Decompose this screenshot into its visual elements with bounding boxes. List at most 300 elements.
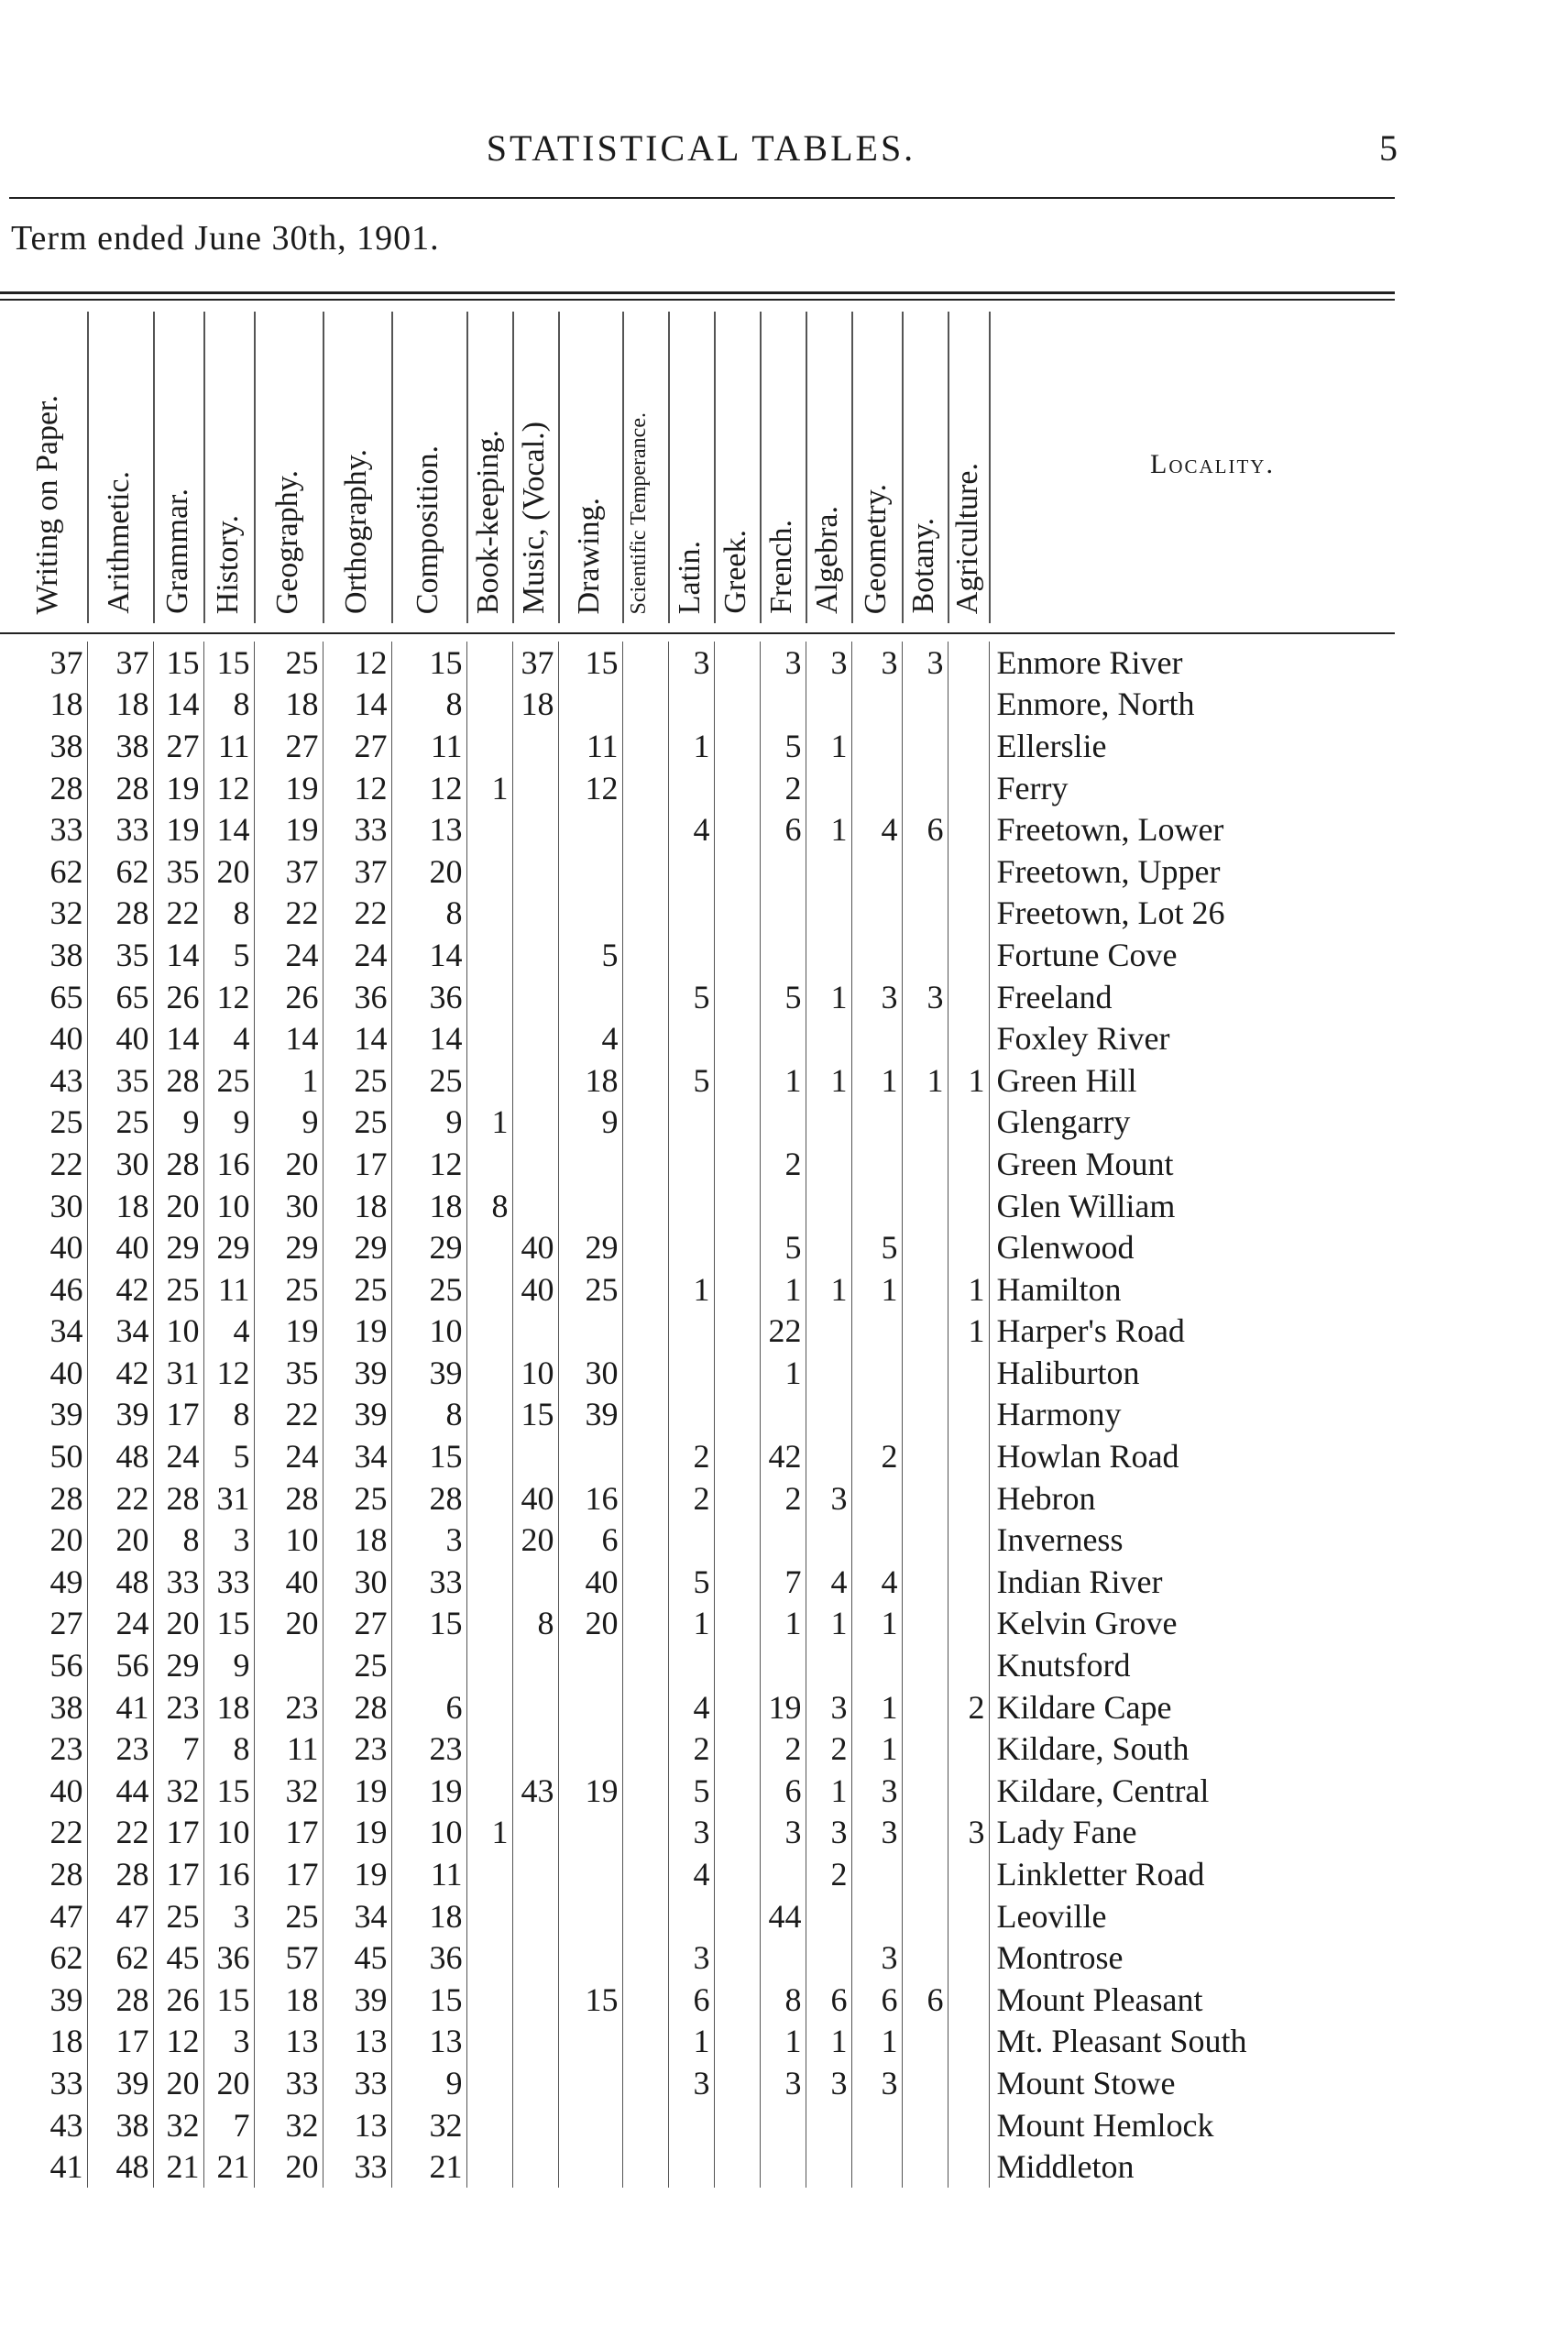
count-cell [902, 1352, 948, 1394]
count-cell: 38 [87, 2104, 153, 2146]
header-divider [512, 312, 514, 623]
count-cell [512, 976, 558, 1018]
count-cell: 6 [902, 808, 948, 850]
count-cell: 32 [254, 1770, 323, 1812]
count-cell [714, 1185, 760, 1227]
count-cell: 20 [203, 850, 254, 893]
count-cell: 25 [203, 1059, 254, 1102]
top-rule [9, 197, 1395, 199]
count-cell: 3 [902, 976, 948, 1018]
count-cell [714, 1352, 760, 1394]
count-cell: 39 [323, 1394, 391, 1436]
table-row [9, 1226, 1282, 1268]
count-cell: 19 [254, 1311, 323, 1353]
count-cell [948, 1102, 989, 1144]
count-cell [714, 2145, 760, 2188]
count-cell: 36 [203, 1937, 254, 1979]
count-cell: 4 [851, 808, 902, 850]
count-cell [806, 1185, 851, 1227]
count-cell: 20 [391, 850, 466, 893]
count-cell [851, 1853, 902, 1895]
locality-cell: Haliburton [989, 1352, 1282, 1394]
count-cell: 38 [49, 936, 83, 973]
count-cell [902, 850, 948, 893]
count-cell [512, 1059, 558, 1102]
count-cell: 42 [87, 1268, 153, 1311]
table-row [9, 1603, 1282, 1645]
count-cell: 10 [391, 1812, 466, 1854]
count-cell [512, 1979, 558, 2021]
locality-cell: Freeland [989, 976, 1282, 1018]
count-cell: 8 [391, 1394, 466, 1436]
count-cell [512, 1311, 558, 1353]
count-cell: 27 [49, 1605, 83, 1642]
count-cell: 18 [87, 1185, 153, 1227]
count-cell: 39 [49, 1396, 83, 1433]
count-cell: 22 [87, 1812, 153, 1854]
count-cell: 45 [323, 1937, 391, 1979]
locality-cell: Linkletter Road [989, 1853, 1282, 1895]
count-cell: 22 [254, 893, 323, 935]
count-cell [902, 1394, 948, 1436]
count-cell [948, 1143, 989, 1185]
count-cell: 1 [851, 1059, 902, 1102]
count-cell: 2 [806, 1728, 851, 1770]
count-cell [558, 1644, 622, 1686]
count-cell: 19 [153, 808, 203, 850]
count-cell: 47 [49, 1897, 83, 1935]
count-cell: 21 [153, 2145, 203, 2188]
count-cell [714, 1812, 760, 1854]
count-cell: 18 [203, 1686, 254, 1728]
count-cell [760, 1937, 806, 1979]
count-cell: 25 [254, 1895, 323, 1937]
table-row [9, 1017, 1282, 1059]
count-cell: 12 [203, 1352, 254, 1394]
count-cell: 1 [806, 1770, 851, 1812]
table-row [9, 1519, 1282, 1561]
locality-cell: Freetown, Upper [989, 850, 1282, 893]
count-cell [760, 2145, 806, 2188]
count-cell [851, 767, 902, 809]
count-cell [622, 1519, 668, 1561]
count-cell [806, 1937, 851, 1979]
count-cell [512, 1435, 558, 1477]
count-cell [622, 725, 668, 767]
count-cell [902, 2145, 948, 2188]
count-cell [622, 1185, 668, 1227]
count-cell [948, 1017, 989, 1059]
count-cell: 40 [512, 1477, 558, 1520]
count-cell: 12 [323, 642, 391, 684]
count-cell [466, 1937, 512, 1979]
count-cell [902, 1686, 948, 1728]
count-cell: 44 [87, 1770, 153, 1812]
count-cell [806, 2104, 851, 2146]
count-cell [622, 1394, 668, 1436]
count-cell: 1 [851, 2021, 902, 2063]
count-cell: 19 [323, 1853, 391, 1895]
count-cell: 24 [254, 1435, 323, 1477]
count-cell: 3 [760, 642, 806, 684]
count-cell: 39 [323, 1352, 391, 1394]
count-cell: 23 [323, 1728, 391, 1770]
count-cell: 27 [153, 725, 203, 767]
count-cell: 56 [49, 1647, 83, 1684]
count-cell: 1 [668, 1603, 714, 1645]
count-cell [512, 2062, 558, 2104]
count-cell [714, 642, 760, 684]
count-cell [902, 2062, 948, 2104]
count-cell: 15 [391, 642, 466, 684]
count-cell [902, 934, 948, 976]
count-cell: 3 [668, 642, 714, 684]
count-cell: 13 [323, 2104, 391, 2146]
count-cell [714, 2062, 760, 2104]
count-cell: 7 [203, 2104, 254, 2146]
count-cell: 65 [49, 978, 83, 1015]
count-cell: 39 [558, 1394, 622, 1436]
count-cell: 1 [948, 1311, 989, 1353]
count-cell: 28 [87, 1979, 153, 2021]
count-cell [902, 684, 948, 726]
count-cell [466, 725, 512, 767]
count-cell: 19 [323, 1311, 391, 1353]
count-cell [512, 725, 558, 767]
count-cell: 15 [203, 1979, 254, 2021]
count-cell: 36 [323, 976, 391, 1018]
page-number: 5 [1379, 127, 1398, 169]
count-cell: 32 [153, 2104, 203, 2146]
count-cell: 3 [851, 642, 902, 684]
count-cell [668, 934, 714, 976]
table-row [9, 1812, 1282, 1854]
count-cell [466, 642, 512, 684]
count-cell: 8 [466, 1185, 512, 1227]
count-cell [622, 1812, 668, 1854]
count-cell: 28 [49, 1856, 83, 1893]
count-cell [851, 2104, 902, 2146]
count-cell [622, 1937, 668, 1979]
count-cell [714, 1937, 760, 1979]
count-cell [760, 1185, 806, 1227]
header-divider [902, 312, 904, 623]
count-cell [668, 1102, 714, 1144]
count-cell: 2 [760, 1143, 806, 1185]
count-cell [558, 850, 622, 893]
count-cell: 1 [466, 1812, 512, 1854]
count-cell [512, 808, 558, 850]
count-cell [948, 1728, 989, 1770]
count-cell: 28 [254, 1477, 323, 1520]
count-cell: 18 [254, 684, 323, 726]
count-cell: 14 [323, 1017, 391, 1059]
count-cell [466, 1268, 512, 1311]
count-cell: 15 [153, 642, 203, 684]
count-cell: 12 [323, 767, 391, 809]
count-cell [948, 642, 989, 684]
table-row [9, 1435, 1282, 1477]
header-divider [254, 312, 256, 623]
count-cell [512, 1561, 558, 1603]
locality-cell: Kildare, Central [989, 1770, 1282, 1812]
count-cell [948, 1853, 989, 1895]
count-cell [466, 1728, 512, 1770]
header-divider [668, 312, 670, 623]
count-cell [902, 2021, 948, 2063]
count-cell: 43 [512, 1770, 558, 1812]
count-cell: 6 [668, 1979, 714, 2021]
count-cell: 40 [49, 1229, 83, 1267]
count-cell: 6 [806, 1979, 851, 2021]
column-header: Grammar. [159, 488, 194, 614]
count-cell [714, 1561, 760, 1603]
count-cell [466, 1603, 512, 1645]
count-cell: 19 [153, 767, 203, 809]
count-cell: 18 [323, 1519, 391, 1561]
count-cell [512, 1895, 558, 1937]
count-cell: 9 [558, 1102, 622, 1144]
count-cell: 28 [391, 1477, 466, 1520]
count-cell [558, 2021, 622, 2063]
count-cell: 25 [49, 1103, 83, 1141]
count-cell [466, 2145, 512, 2188]
count-cell [668, 1017, 714, 1059]
count-cell: 16 [203, 1853, 254, 1895]
count-cell: 25 [323, 1059, 391, 1102]
count-cell [466, 1770, 512, 1812]
count-cell: 48 [87, 2145, 153, 2188]
count-cell [948, 976, 989, 1018]
count-cell: 37 [512, 642, 558, 684]
count-cell [714, 1853, 760, 1895]
locality-cell: Leoville [989, 1895, 1282, 1937]
count-cell [902, 1644, 948, 1686]
count-cell: 1 [902, 1059, 948, 1102]
count-cell [760, 1394, 806, 1436]
count-cell: 20 [49, 1521, 83, 1559]
count-cell: 4 [668, 1686, 714, 1728]
count-cell: 5 [668, 1561, 714, 1603]
double-rule-top [0, 291, 1395, 294]
count-cell: 1 [806, 808, 851, 850]
count-cell: 3 [851, 1812, 902, 1854]
column-header: Greek. [718, 530, 752, 614]
count-cell: 32 [391, 2104, 466, 2146]
count-cell [558, 808, 622, 850]
count-cell: 37 [254, 850, 323, 893]
locality-cell: Glen William [989, 1185, 1282, 1227]
count-cell: 2 [760, 1477, 806, 1520]
count-cell: 22 [49, 1145, 83, 1182]
count-cell: 42 [87, 1352, 153, 1394]
count-cell [902, 1728, 948, 1770]
count-cell [466, 1226, 512, 1268]
header-divider [851, 312, 853, 623]
count-cell: 26 [254, 976, 323, 1018]
count-cell [948, 1477, 989, 1520]
count-cell: 26 [153, 1979, 203, 2021]
count-cell: 20 [203, 2062, 254, 2104]
header-divider [153, 312, 155, 623]
count-cell: 6 [902, 1979, 948, 2021]
column-header: Arithmetic. [102, 471, 136, 614]
count-cell: 12 [203, 976, 254, 1018]
count-cell: 15 [203, 1770, 254, 1812]
count-cell [622, 934, 668, 976]
count-cell [558, 976, 622, 1018]
count-cell: 8 [203, 1394, 254, 1436]
count-cell [948, 2021, 989, 2063]
column-header: Scientific Temperance. [627, 411, 651, 614]
count-cell [714, 893, 760, 935]
count-cell [466, 1394, 512, 1436]
count-cell [558, 1143, 622, 1185]
count-cell [466, 1477, 512, 1520]
column-header: Algebra. [810, 505, 844, 614]
count-cell: 28 [49, 769, 83, 806]
count-cell [668, 1519, 714, 1561]
header-divider [466, 312, 468, 623]
count-cell: 9 [153, 1102, 203, 1144]
header-divider [948, 312, 949, 623]
count-cell: 17 [87, 2021, 153, 2063]
count-cell [948, 934, 989, 976]
count-cell: 28 [87, 893, 153, 935]
count-cell: 3 [806, 2062, 851, 2104]
count-cell: 29 [203, 1226, 254, 1268]
count-cell: 17 [323, 1143, 391, 1185]
column-header: Geometry. [858, 483, 893, 614]
count-cell: 14 [203, 808, 254, 850]
count-cell: 4 [668, 808, 714, 850]
count-cell [948, 1895, 989, 1937]
count-cell: 29 [153, 1226, 203, 1268]
count-cell [806, 850, 851, 893]
locality-cell: Montrose [989, 1937, 1282, 1979]
count-cell: 8 [203, 1728, 254, 1770]
count-cell [466, 934, 512, 976]
count-cell: 6 [760, 1770, 806, 1812]
count-cell: 24 [254, 934, 323, 976]
count-cell [558, 684, 622, 726]
count-cell: 3 [851, 1937, 902, 1979]
header-divider [760, 312, 762, 623]
count-cell [466, 1519, 512, 1561]
count-cell [391, 1644, 466, 1686]
count-cell: 17 [254, 1812, 323, 1854]
locality-cell: Green Mount [989, 1143, 1282, 1185]
count-cell: 18 [87, 684, 153, 726]
count-cell [622, 1477, 668, 1520]
count-cell: 22 [760, 1311, 806, 1353]
locality-cell: Enmore, North [989, 684, 1282, 726]
count-cell [512, 1143, 558, 1185]
count-cell [806, 1644, 851, 1686]
count-cell [622, 1017, 668, 1059]
count-cell [948, 725, 989, 767]
count-cell: 1 [760, 1603, 806, 1645]
column-header: Latin. [673, 540, 707, 614]
count-cell: 33 [323, 2145, 391, 2188]
count-cell: 8 [760, 1979, 806, 2021]
column-header: Drawing. [572, 497, 606, 614]
table-row [9, 2145, 1282, 2188]
count-cell: 28 [153, 1059, 203, 1102]
count-cell: 3 [760, 2062, 806, 2104]
count-cell: 23 [49, 1730, 83, 1768]
header-divider [806, 312, 807, 623]
count-cell: 29 [153, 1644, 203, 1686]
count-cell [466, 684, 512, 726]
count-cell [512, 1853, 558, 1895]
table-row [9, 1979, 1282, 2021]
table-row [9, 850, 1282, 893]
count-cell: 5 [203, 1435, 254, 1477]
column-header: Book-keeping. [471, 429, 505, 614]
count-cell: 39 [323, 1979, 391, 2021]
count-cell [558, 893, 622, 935]
count-cell [714, 684, 760, 726]
locality-cell: Indian River [989, 1561, 1282, 1603]
count-cell [512, 1686, 558, 1728]
count-cell: 24 [153, 1435, 203, 1477]
count-cell: 49 [49, 1563, 83, 1600]
count-cell [948, 850, 989, 893]
count-cell: 3 [806, 1686, 851, 1728]
count-cell: 12 [153, 2021, 203, 2063]
count-cell: 3 [203, 2021, 254, 2063]
count-cell: 39 [87, 1394, 153, 1436]
table-row [9, 1143, 1282, 1185]
count-cell: 19 [323, 1770, 391, 1812]
count-cell: 17 [153, 1812, 203, 1854]
count-cell: 28 [49, 1479, 83, 1517]
count-cell: 14 [153, 684, 203, 726]
table-row [9, 642, 1282, 684]
locality-cell: Harmony [989, 1394, 1282, 1436]
count-cell [512, 1017, 558, 1059]
count-cell: 33 [323, 2062, 391, 2104]
count-cell [622, 1728, 668, 1770]
count-cell: 19 [391, 1770, 466, 1812]
count-cell: 15 [512, 1394, 558, 1436]
count-cell: 38 [49, 727, 83, 764]
table-row [9, 2062, 1282, 2104]
count-cell: 38 [87, 725, 153, 767]
count-cell [806, 2145, 851, 2188]
count-cell [622, 1603, 668, 1645]
count-cell [668, 1644, 714, 1686]
count-cell: 18 [49, 2023, 83, 2060]
count-cell: 45 [153, 1937, 203, 1979]
column-header: Composition. [411, 444, 444, 614]
count-cell: 20 [153, 2062, 203, 2104]
count-cell [512, 1937, 558, 1979]
count-cell: 40 [49, 1354, 83, 1391]
count-cell: 1 [760, 2021, 806, 2063]
count-cell [851, 1352, 902, 1394]
count-cell [622, 1895, 668, 1937]
count-cell: 17 [153, 1394, 203, 1436]
count-cell: 32 [254, 2104, 323, 2146]
locality-cell: Fortune Cove [989, 934, 1282, 976]
count-cell: 33 [391, 1561, 466, 1603]
count-cell [466, 1311, 512, 1353]
count-cell: 10 [512, 1352, 558, 1394]
count-cell: 11 [558, 725, 622, 767]
count-cell: 7 [760, 1561, 806, 1603]
